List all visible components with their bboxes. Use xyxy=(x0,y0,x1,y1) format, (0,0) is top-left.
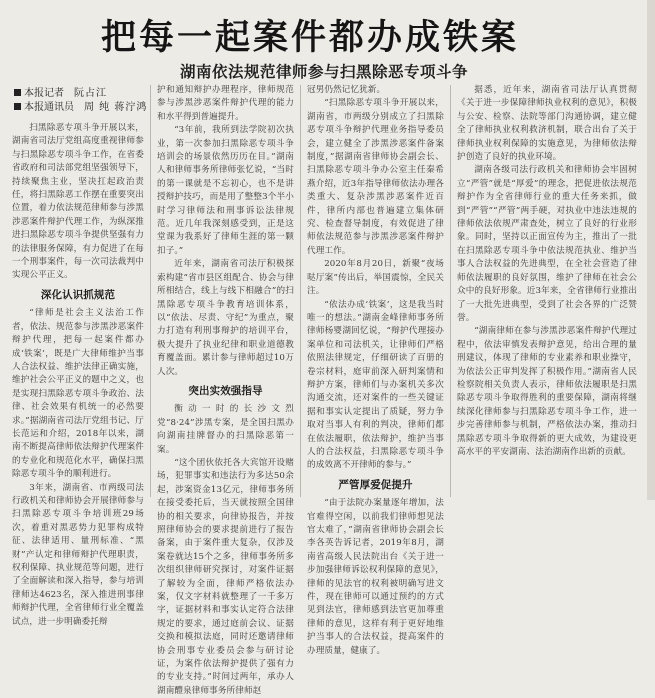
section-heading: 突出实效强指导 xyxy=(188,384,263,397)
byline-names: 周 纯 蒋泞鸿 xyxy=(84,102,148,113)
byline-correspondent xyxy=(14,101,147,115)
column-divider xyxy=(300,85,301,497)
article-column-4 xyxy=(457,84,637,496)
paragraph: “这个团伙依托各大宾馆开设赌场，犯罪事实和违法行为多达50余起，涉案资金13亿元，律师事务所在接受委托后，当天就按照全国律协的相关要求，向律协报告，并按照律师协会的要求提前进行了报告备案，由于案件重大复杂，仅涉及案卷就达15个之多，律师事务所多次组织律师研究探讨，对案件证据了解较为全面，律师严格依法办案，仅文字材料就整理了一千多万字，证据材料和事实认定符合法律规定的要求，通过庭前会议、证据交换和模拟法庭，同时还邀请律师协会刑事专业委员会参与研讨论证，为案件依法辩护提供了强有力的专业支持。”时间过两年，承办人湖南醴泉律师事务所律师赵 xyxy=(157,457,294,696)
byline-names: 阮占江 xyxy=(74,88,107,99)
paragraph: 衡动一时的长沙文烈党“8·24”涉黑专案，是全国扫黑办向湖南挂牌督办的扫黑除恶第一案。 xyxy=(157,404,294,455)
paragraph: “律师是社会主义法治工作者，依法、规范参与涉黑涉恶案件辩护代理，把每一起案件都办成‘铁案’，既是广大律师维护当事人合法权益、维护法律正确实施，维护社会公平正义的题中之义，也是实现扫黑除恶专项斗争政治、法律、社会效果有机统一的必然要求。”据湖南省司法厅党组书记、厅长范运和介绍，2018年以来，湖南不断提高律师依法辩护代理案件的专业化和规范化水平，确保扫黑除恶专项斗争的顺利进行。 xyxy=(12,308,144,480)
paragraph: 2020年8月20日，新聚“夜场哒厅案”传出后，举国震惊，全民关注。 xyxy=(307,259,444,297)
paragraph: 3年来，湖南省、市两级司法行政机关和律师协会开展律师参与扫黑除恶专项斗争培训班29场次，着重对黑恶势力犯罪构成特征、法律适用、量刑标准、“黑财”产认定和律师辩护代理职责，权利保障、执业规范等问题，进行了全面解读和深入指导，参与培训律师达4623名，深入推进刑事律师辩护代理，全省律师行业全覆盖试点，进一步明确委托辩 xyxy=(12,482,144,627)
bullet-square-icon xyxy=(14,103,21,110)
paragraph: “由于法院办案量逐年增加，法官难得空闲，以前我们律师想见法官太难了，”湖南省律师协会副会长李各英告诉记者，2019年8月，湖南省高级人民法院出台《关于进一步加强律师诉讼权利保障的意见》，律师的见法官的权利被明确写进文件，现在律师可以通过预约的方式见到法官，律师感到法官更加尊重律师的意见，这样有利于更好地维护当事人的合法权益，提高案件的办理质量，健康了。 xyxy=(307,498,444,656)
paragraph: 冠男仍然记忆犹新。 xyxy=(307,85,386,95)
subheadline: 湖南依法规范律师参与扫黑除恶专项斗争 xyxy=(180,63,469,81)
column-divider xyxy=(150,85,151,497)
byline-label: 本报通讯员 xyxy=(24,102,74,113)
paragraph: “扫黑除恶专项斗争开展以来，湖南省，市两级分别成立了扫黑除恶专项斗争辩护代理业务指导委员会，建立健全了涉黑涉恶案件备案制度，”据湖南省律师协会副会长、扫黑除恶专项斗争办公室主任秦希燕介绍，近3年指导律师依法办理各类重大、复杂涉黑涉恶案件近百件，律所内部也普遍建立集体研究、检查督导制度，有效促进了律师依法规范参与涉黑涉恶案件辩护代理工作。 xyxy=(307,98,444,256)
bullet-square-icon xyxy=(14,89,21,96)
page-edge xyxy=(647,0,655,500)
column-divider xyxy=(450,85,451,497)
paragraph: 近年来，湖南省司法厅积极探索构建“省市县区组配合、协会与律所相结合，线上与线下相融合”的扫黑除恶专项斗争教育培训体系，以“依法、尽责、守纪”为重点，聚力打造有利刑事辩护的培训平台，极大提升了执业纪律和职业道德教育覆盖面。累计参与律师超过10万人次。 xyxy=(157,259,294,377)
paragraph: “湖南律师在参与涉黑涉恶案件辩护代理过程中，依法审慎发表辩护意见，给出合理的量刑建议，体现了律师的专业素养和职业操守，为依法公正审判发挥了积极作用。”湖南省人民检察院相关负责人表示，律师依法履职是扫黑除恶专项斗争取得胜利的重要保障，湖南将继续深化律师参与扫黑除恶专项斗争工作，进一步完善律师参与机制，严格依法办案，推动扫黑除恶专项斗争取得新的更大成效，为建设更高水平的平安湖南、法治湖南作出新的贡献。 xyxy=(457,326,637,457)
paragraph: 护和通知辩护办理程序，律师规范参与涉黑涉恶案件辩护代理的能力和水平得到普遍提升。 xyxy=(157,85,294,122)
paragraph: 湖南各级司法行政机关和律师协会牢固树立“严管”就是“厚爱”的理念，把促进依法规范辩护作为全省律师行业的重大任务来抓，做到“严管”“严管”两手硬，对执业中违法违规的律师依法依规严肃查处，树立了良好的行业形象。同时，坚持以正面宣传为主，推出了一批在扫黑除恶专项斗争中依法规范执业、维护当事人合法权益的先进典型，在全社会营造了律师依法履职的良好氛围，维护了律师在社会公众中的良好形象。近3年来，全省律师行业推出了一大批先进典型，受到了社会各界的广泛赞誉。 xyxy=(457,165,637,323)
article-column-1 xyxy=(12,122,144,627)
article-column-2 xyxy=(157,84,294,696)
byline-label: 本报记者 xyxy=(24,88,64,99)
section-heading: 严管厚爱促提升 xyxy=(338,478,413,491)
headline: 把每一起案件都办成铁案 xyxy=(100,17,519,58)
paragraph: “3年前，我所到法学院初次执业，第一次参加扫黑除恶专项斗争培训会的场景依然历历在目。”湖南人和律师事务所律师张忆说，“当时的第一课就是不忘初心，也不是讲授辩护技巧，而是用了整整3个半小时学习律师法和刑事诉讼法律规范。近几年我深刻感受到，正是这堂课为我系好了律师生涯的第一颗扣子。” xyxy=(157,125,294,256)
article-column-3 xyxy=(307,84,444,656)
byline-reporter xyxy=(14,87,107,101)
section-heading: 深化认识抓规范 xyxy=(40,288,116,301)
paragraph: 据悉，近年来，湖南省司法厅认真贯彻《关于进一步保障律师执业权利的意见》，积极与公安、检察、法院等部门沟通协调，建立健全了律师执业权利救济机制，联合出台了关于律师执业权利保障的实施意见，为律师依法辩护创造了良好的执业环境。 xyxy=(457,85,637,163)
paragraph: “依法办成‘铁案’，这是我当时唯一的想法。”湖南金峰律师事务所律师杨婴湖回忆说，“辩护代理接办案单位和司法机关，让律师们严格依照法律规定，仔细研读了百册的卷宗材料，庭审前深入研判案情和辩护方案，律师们与办案机关多次沟通交流，还对案件的一些关键证据和事实认定提出了质疑，努力争取对当事人有利的判决，律师们都在依法履职，依法辩护，维护当事人的合法权益，扫黑除恶专项斗争的成效离不开律师的参与。” xyxy=(307,299,444,471)
paragraph: 扫黑除恶专项斗争开展以来，湖南省司法厅党组高度重视律师参与扫黑除恶专项斗争工作，在省委省政府和司法部党组坚强领导下，持续聚焦主业，坚决扛起政治责任，将扫黑除恶工作摆在重要突出位置，着力依法规范律师参与涉黑涉恶案件辩护代理工作，为纵深推进扫黑除恶专项斗争提供坚强有力的法律服务保障，有力促进了在每一个刑事案件，每一次司法裁判中实现公平正义。 xyxy=(12,123,144,281)
